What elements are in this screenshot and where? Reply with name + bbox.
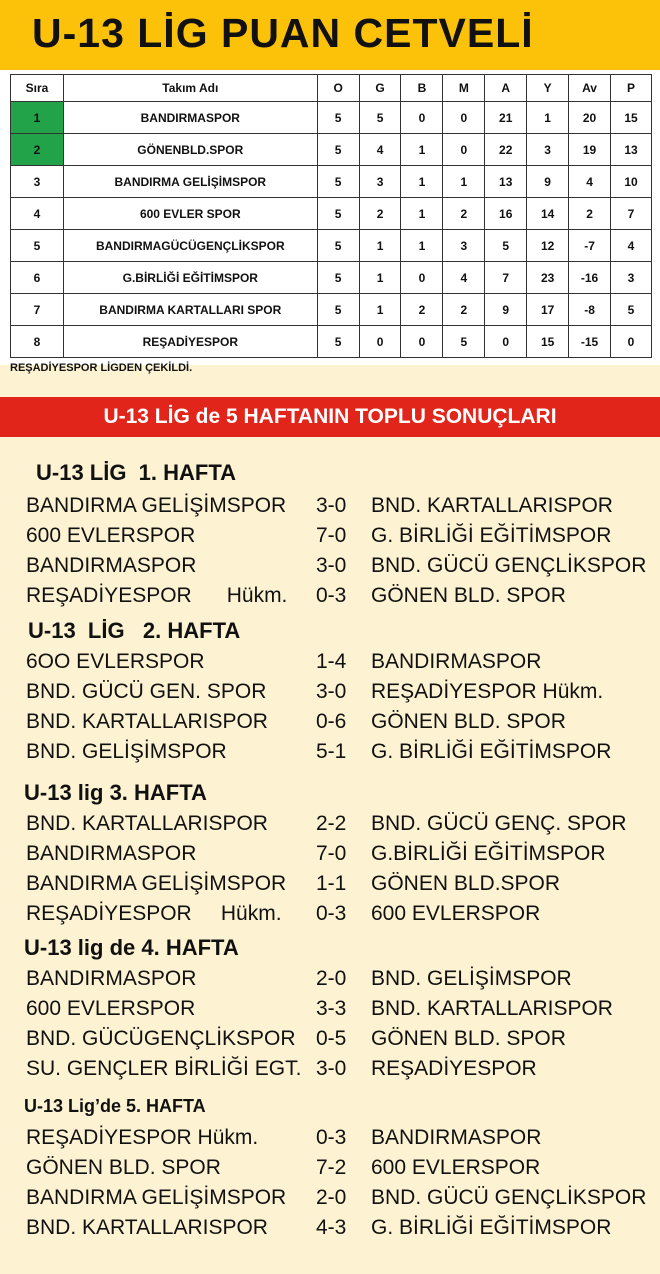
score: 0-3 [316,1126,347,1149]
table-cell: 0 [443,102,485,134]
away-team: BND. KARTALLARISPOR [371,997,613,1020]
table-cell: 4 [569,166,611,198]
away-team: G. BİRLİĞİ EĞİTİMSPOR [371,740,612,763]
away-team: G. BİRLİĞİ EĞİTİMSPOR [371,1216,612,1239]
table-cell: 5 [611,294,652,326]
week-title: U-13 LİG 2. HAFTA [28,618,241,643]
match-row [26,1216,656,1244]
table-cell: BANDIRMA KARTALLARI SPOR [63,294,317,326]
week-title: U-13 Lig’de 5. HAFTA [24,1096,206,1116]
col-header: Takım Adı [63,75,317,102]
home-team: BND. GÜCÜ GEN. SPOR [26,680,267,703]
table-cell: -15 [569,326,611,358]
home-team: REŞADİYESPOR Hükm. [26,584,288,607]
home-team: SU. GENÇLER BİRLİĞİ EGT. [26,1057,302,1080]
table-cell: -16 [569,262,611,294]
standings-header-row [11,75,652,102]
score: 3-0 [316,680,347,703]
table-cell: 4 [11,198,64,230]
table-cell: 0 [443,134,485,166]
score: 0-6 [316,710,347,733]
score: 1-1 [316,872,347,895]
table-cell: 17 [527,294,569,326]
table-cell: 9 [527,166,569,198]
away-team: BND. GÜCÜ GENÇLİKSPOR [371,554,647,577]
away-team: BANDIRMASPOR [371,650,542,673]
table-cell: 1 [359,262,401,294]
table-cell: BANDIRMAGÜCÜGENÇLİKSPOR [63,230,317,262]
table-cell: 10 [611,166,652,198]
match-row [26,997,656,1025]
away-team: BND. GÜCÜ GENÇLİKSPOR [371,1186,647,1209]
table-cell: 2 [443,198,485,230]
table-cell: 5 [317,134,359,166]
table-cell: 2 [401,294,443,326]
away-team: G.BİRLİĞİ EĞİTİMSPOR [371,842,606,865]
table-cell: 5 [359,102,401,134]
table-cell: 1 [443,166,485,198]
home-team: GÖNEN BLD. SPOR [26,1156,221,1179]
table-cell: 3 [443,230,485,262]
home-team: 600 EVLERSPOR [26,997,196,1020]
table-cell: 3 [527,134,569,166]
table-cell: 1 [401,134,443,166]
home-team: 6OO EVLERSPOR [26,650,205,673]
home-team: REŞADİYESPOR Hükm. [26,902,282,925]
table-cell: 5 [317,102,359,134]
table-cell: 22 [485,134,527,166]
col-header: O [317,75,359,102]
score: 2-0 [316,967,347,990]
table-cell: 23 [527,262,569,294]
table-row [11,134,652,166]
score: 3-0 [316,554,347,577]
score: 3-0 [316,494,347,517]
score: 7-0 [316,842,347,865]
match-row [26,967,656,995]
home-team: BANDIRMA GELİŞİMSPOR [26,1186,287,1209]
table-cell: 5 [317,230,359,262]
table-cell: 5 [443,326,485,358]
table-cell: 0 [401,326,443,358]
table-cell: 2 [443,294,485,326]
table-cell: 6 [11,262,64,294]
home-team: BND. GÜCÜGENÇLİKSPOR [26,1027,296,1050]
week-title: U-13 lig de 4. HAFTA [24,935,239,960]
table-cell: 1 [527,102,569,134]
table-cell: 1 [11,102,64,134]
table-cell: 2 [569,198,611,230]
table-cell: 0 [485,326,527,358]
table-cell: 14 [527,198,569,230]
table-cell: 7 [485,262,527,294]
table-cell: 12 [527,230,569,262]
score: 0-5 [316,1027,347,1050]
table-cell: 5 [317,166,359,198]
score: 3-3 [316,997,347,1020]
away-team: 600 EVLERSPOR [371,902,541,925]
week-title: U-13 LİG 1. HAFTA [36,460,237,485]
table-row [11,102,652,134]
home-team: BANDIRMASPOR [26,554,197,577]
col-header: Y [527,75,569,102]
score: 4-3 [316,1216,347,1239]
match-row [26,710,656,738]
table-cell: 1 [401,166,443,198]
home-team: BND. KARTALLARISPOR [26,1216,268,1239]
table-cell: 1 [401,230,443,262]
home-team: BANDIRMASPOR [26,842,197,865]
table-cell: 5 [317,262,359,294]
away-team: BANDIRMASPOR [371,1126,542,1149]
away-team: GÖNEN BLD. SPOR [371,710,566,733]
table-cell: 5 [11,230,64,262]
col-header: A [485,75,527,102]
away-team: BND. GELİŞİMSPOR [371,967,572,990]
home-team: BANDIRMA GELİŞİMSPOR [26,494,287,517]
away-team: 600 EVLERSPOR [371,1156,541,1179]
table-cell: REŞADİYESPOR [63,326,317,358]
score: 0-3 [316,584,347,607]
table-cell: 600 EVLER SPOR [63,198,317,230]
table-cell: 1 [359,230,401,262]
table-cell: 15 [527,326,569,358]
table-cell: 0 [611,326,652,358]
table-cell: BANDIRMASPOR [63,102,317,134]
match-row [26,842,656,870]
score: 3-0 [316,1057,347,1080]
home-team: 600 EVLERSPOR [26,524,196,547]
col-header: B [401,75,443,102]
home-team: BND. GELİŞİMSPOR [26,740,227,763]
results-title: U-13 LİG de 5 HAFTANIN TOPLU SONUÇLARI [103,405,557,428]
match-row [26,584,656,612]
table-cell: 0 [401,262,443,294]
table-cell: 4 [443,262,485,294]
away-team: REŞADİYESPOR Hükm. [371,680,604,703]
table-cell: 0 [359,326,401,358]
table-cell: 15 [611,102,652,134]
away-team: GÖNEN BLD.SPOR [371,872,561,895]
match-row [26,1126,656,1154]
table-cell: 5 [317,294,359,326]
page-title: U-13 LİG PUAN CETVELİ [32,10,534,56]
away-team: GÖNEN BLD. SPOR [371,1027,566,1050]
table-cell: 1 [401,198,443,230]
match-row [26,1027,656,1055]
table-cell: 7 [11,294,64,326]
table-cell: 7 [611,198,652,230]
score: 0-3 [316,902,347,925]
table-cell: 16 [485,198,527,230]
title-banner [0,0,660,70]
col-header: M [443,75,485,102]
table-cell: 4 [611,230,652,262]
table-cell: 0 [401,102,443,134]
col-header: P [611,75,652,102]
score: 1-4 [316,650,347,673]
week-title: U-13 lig 3. HAFTA [24,780,207,805]
home-team: BANDIRMA GELİŞİMSPOR [26,872,287,895]
table-cell: 20 [569,102,611,134]
table-row [11,230,652,262]
table-cell: 2 [359,198,401,230]
home-team: REŞADİYESPOR Hükm. [26,1126,259,1149]
table-cell: BANDIRMA GELİŞİMSPOR [63,166,317,198]
col-header: G [359,75,401,102]
table-row [11,326,652,358]
table-row [11,198,652,230]
table-cell: 3 [611,262,652,294]
match-row [26,1156,656,1184]
table-row [11,262,652,294]
match-row [26,812,656,840]
table-cell: 8 [11,326,64,358]
table-cell: 21 [485,102,527,134]
table-cell: 9 [485,294,527,326]
score: 7-0 [316,524,347,547]
match-row [26,902,656,930]
away-team: BND. KARTALLARISPOR [371,494,613,517]
standings-table [10,74,652,358]
table-cell: 5 [317,198,359,230]
match-row [26,554,656,582]
match-row [26,524,656,552]
match-row [26,494,656,522]
away-team: G. BİRLİĞİ EĞİTİMSPOR [371,524,612,547]
match-row [26,740,656,768]
results-banner [0,397,660,437]
table-cell: 13 [485,166,527,198]
table-row [11,166,652,198]
table-cell: GÖNENBLD.SPOR [63,134,317,166]
match-row [26,1057,656,1085]
match-row [26,680,656,708]
home-team: BND. KARTALLARISPOR [26,812,268,835]
table-cell: 3 [359,166,401,198]
score: 2-0 [316,1186,347,1209]
home-team: BND. KARTALLARISPOR [26,710,268,733]
table-cell: 19 [569,134,611,166]
table-cell: 5 [317,326,359,358]
table-cell: 1 [359,294,401,326]
away-team: REŞADİYESPOR [371,1057,537,1080]
table-cell: 5 [485,230,527,262]
table-cell: 4 [359,134,401,166]
match-row [26,650,656,678]
score: 5-1 [316,740,347,763]
table-cell: 3 [11,166,64,198]
withdrawal-note: REŞADİYESPOR LİGDEN ÇEKİLDİ. [10,362,193,374]
match-row [26,1186,656,1214]
away-team: BND. GÜCÜ GENÇ. SPOR [371,812,627,835]
away-team: GÖNEN BLD. SPOR [371,584,566,607]
home-team: BANDIRMASPOR [26,967,197,990]
score: 7-2 [316,1156,347,1179]
match-row [26,872,656,900]
table-cell: 2 [11,134,64,166]
table-cell: -7 [569,230,611,262]
table-row [11,294,652,326]
table-cell: -8 [569,294,611,326]
score: 2-2 [316,812,347,835]
col-header: Sıra [11,75,64,102]
table-cell: 13 [611,134,652,166]
standings-panel [0,70,660,365]
table-cell: G.BİRLİĞİ EĞİTİMSPOR [63,262,317,294]
col-header: Av [569,75,611,102]
